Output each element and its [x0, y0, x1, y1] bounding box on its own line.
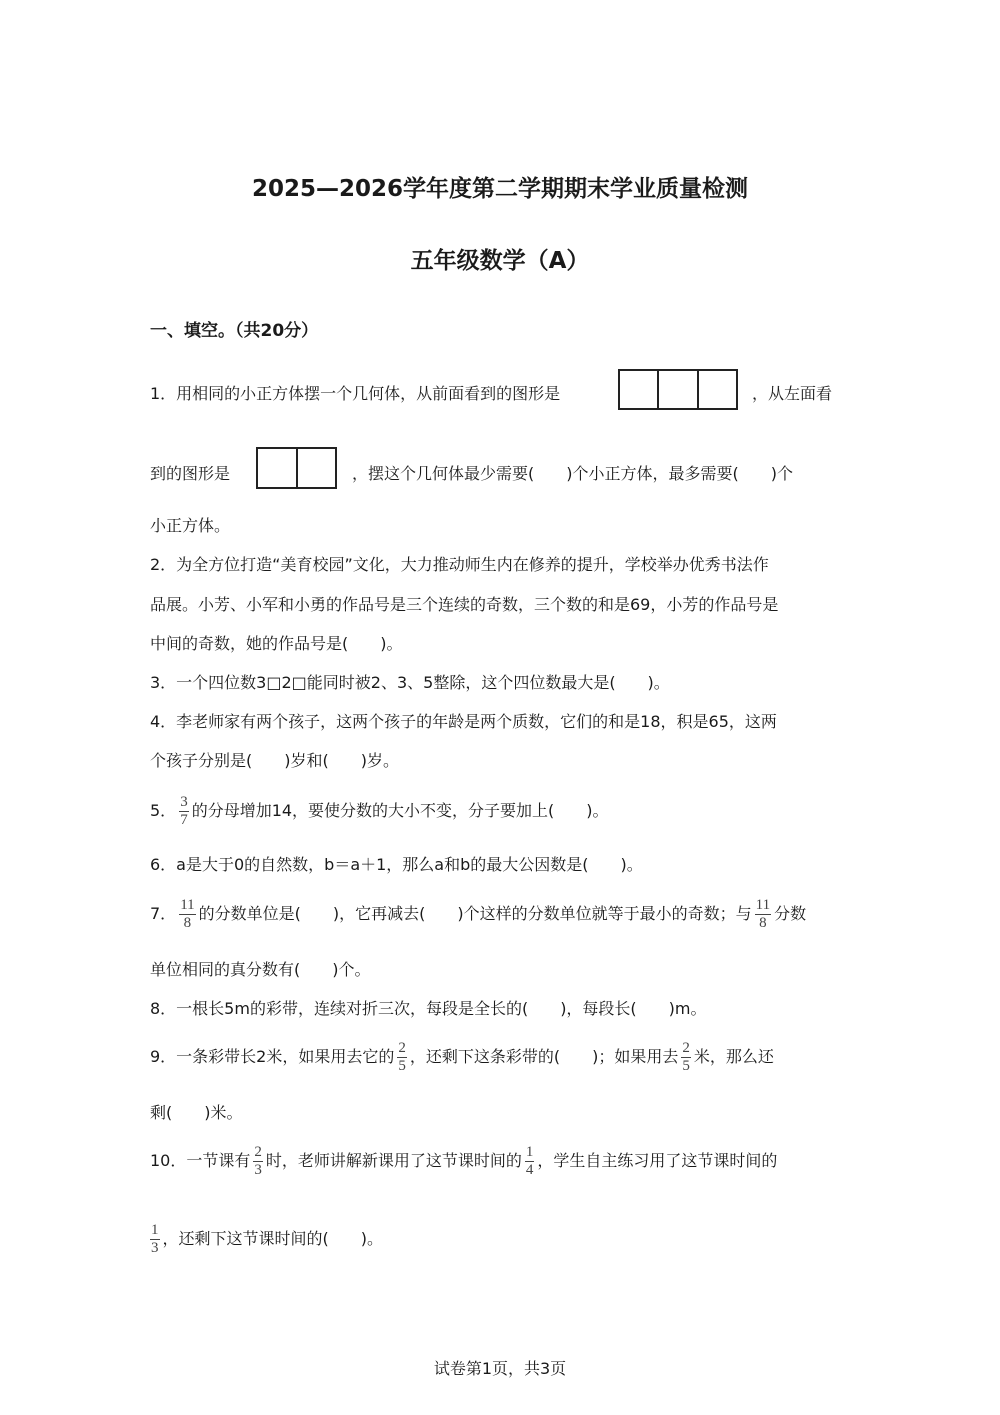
q5-line1 — [150, 794, 609, 829]
q1-text-2: ，从左面看 — [752, 384, 833, 403]
q7-fraction-1: $\frac{11}{8}$ — [180, 897, 195, 931]
q3-line1: 3．一个四位数3□2□能同时被2、3、5整除，这个四位数最大是( )。 — [150, 673, 670, 692]
q9-line2: 剩( )米。 — [150, 1103, 243, 1122]
q8-line1: 8．一根长5m的彩带，连续对折三次，每段是全长的( )，每段长( )m。 — [150, 999, 707, 1018]
q5-prefix: 5． — [150, 801, 177, 820]
q4-line2: 个孩子分别是( )岁和( )岁。 — [150, 751, 399, 770]
front-view-square — [659, 371, 698, 408]
q1-text-1: 1．用相同的小正方体摆一个几何体，从前面看到的图形是 — [150, 384, 561, 403]
q7-prefix: 7． — [150, 904, 177, 923]
q9-fraction-1: $\frac{2}{5}$ — [398, 1040, 406, 1074]
q7-line1 — [150, 897, 806, 932]
left-view-figure — [256, 447, 337, 489]
q1-line3 — [150, 516, 230, 536]
q10-prefix: 10．一节课有 — [150, 1151, 251, 1170]
exam-subtitle: 五年级数学（A） — [410, 248, 590, 274]
front-view-figure — [618, 369, 738, 410]
q5-rest: 的分母增加14，要使分数的大小不变，分子要加上( )。 — [191, 801, 609, 820]
q1-text-3: 到的图形是 — [150, 464, 231, 483]
front-view-square — [620, 371, 659, 408]
q7-mid: 的分数单位是( )，它再减去( )个这样的分数单位就等于最小的奇数；与 — [198, 904, 752, 923]
q10-line1 — [150, 1144, 777, 1179]
section-heading: 一、填空。（共20分） — [150, 321, 319, 341]
q6-line1: 6．a是大于0的自然数，b＝a＋1，那么a和b的最大公因数是( )。 — [150, 855, 643, 874]
q10-fraction-3: $\frac{1}{3}$ — [151, 1222, 159, 1256]
q1-line2b — [352, 464, 793, 484]
q7-fraction-2: $\frac{11}{8}$ — [755, 897, 771, 931]
q9-prefix: 9．一条彩带长2米，如果用去它的 — [150, 1047, 395, 1066]
q1-line2 — [150, 464, 230, 484]
q10-line2 — [150, 1222, 383, 1257]
exam-title: 2025—2026学年度第二学期期末学业质量检测 — [251, 176, 749, 202]
q1-text-5: 小正方体。 — [150, 516, 231, 535]
q7-end: 分数 — [774, 904, 807, 923]
q10-fraction-2: $\frac{1}{4}$ — [525, 1144, 534, 1178]
q7-line2: 单位相同的真分数有( )个。 — [150, 960, 371, 979]
q10-mid2: ，学生自主练习用了这节课时间的 — [537, 1151, 778, 1170]
q9-line1 — [150, 1040, 774, 1075]
q4-line1: 4．李老师家有两个孩子，这两个孩子的年龄是两个质数，它们的和是18，积是65，这两 — [150, 712, 777, 731]
q9-fraction-2: $\frac{2}{5}$ — [682, 1040, 690, 1074]
q9-end: 米，那么还 — [693, 1047, 774, 1066]
q1-line1b — [752, 384, 832, 404]
q2-line2: 品展。小芳、小军和小勇的作品号是三个连续的奇数，三个数的和是69，小芳的作品号是 — [150, 595, 779, 614]
q9-mid: ，还剩下这条彩带的( )；如果用去 — [409, 1047, 679, 1066]
page-footer: 试卷第1页，共3页 — [433, 1359, 567, 1378]
q10-fraction-1: $\frac{2}{3}$ — [254, 1144, 262, 1178]
q5-fraction: $\frac{3}{7}$ — [180, 794, 188, 828]
q10-mid1: 时，老师讲解新课用了这节课时间的 — [265, 1151, 522, 1170]
q2-line1: 2．为全方位打造“美育校园”文化，大力推动师生内在修养的提升，学校举办优秀书法作 — [150, 555, 769, 574]
q10-end: ，还剩下这节课时间的( )。 — [162, 1229, 383, 1248]
q1-text-4: ，摆这个几何体最少需要( )个小正方体，最多需要( )个 — [352, 464, 793, 483]
q2-line3: 中间的奇数，她的作品号是( )。 — [150, 634, 403, 653]
front-view-square — [699, 371, 736, 408]
left-view-square — [298, 449, 336, 487]
left-view-square — [258, 449, 298, 487]
q1-line1 — [150, 384, 560, 404]
